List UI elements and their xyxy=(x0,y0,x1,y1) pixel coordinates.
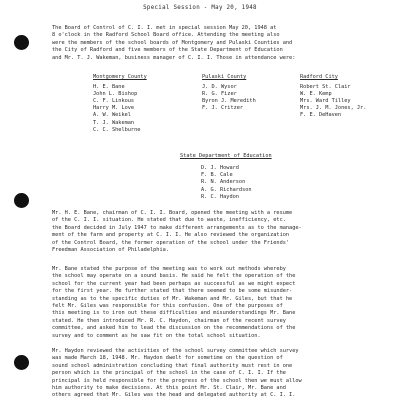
attendee-name: F. J. Critzer xyxy=(202,105,244,112)
text-line: school for the current year had been perhaps as successful as we might expect xyxy=(52,280,296,287)
text-line: Freedman Association of Philadelphia. xyxy=(52,247,169,254)
text-line: was made March 18, 1948. Mr. Haydon dwelt for sometime on the question of xyxy=(52,355,283,362)
attendee-name: F. B. Cale xyxy=(201,172,233,179)
purpose-paragraph xyxy=(52,266,384,340)
attendee-name: J. D. Wysor xyxy=(202,84,237,91)
text-line: others agreed that Mr. Giles was the head and delegated authority at C. I. I. xyxy=(52,392,296,399)
column-heading: Montgomery County xyxy=(93,74,147,80)
survey-paragraph xyxy=(52,348,384,400)
text-line: him authority to make decisions. At this point Mr. St. Clair, Mr. Bane and xyxy=(52,385,286,392)
text-line: sound school administration concluding that final authority must rest in one xyxy=(52,362,293,369)
attendee-name: Robert St. Clair xyxy=(300,84,351,91)
text-line: survey and to comment as he saw fit on the total school situation. xyxy=(52,332,261,339)
attendee-name: W. E. Kemp xyxy=(300,91,332,98)
attendee-name: Mrs. Ward Tilley xyxy=(300,98,351,105)
text-line: were the members of the school boards of Montgomery and Pulaski Counties and xyxy=(52,39,293,46)
radford-city-list xyxy=(300,74,366,120)
text-line: the City of Radford and five members of the State Department of Education xyxy=(52,47,283,54)
attendee-name: R. C. Haydon xyxy=(201,193,239,200)
text-line: Mr. Bane stated the purpose of the meeting was to work out methods whereby xyxy=(52,266,286,272)
text-line: for the first year. He further stated that there seemed to be some misunder- xyxy=(52,288,293,295)
text-line: principal is held responsible for the progress of the school then we must allow xyxy=(52,377,302,384)
state-department-list xyxy=(201,165,252,201)
attendee-name: C. F. Linkous xyxy=(93,98,135,105)
attendee-name: Harry M. Love xyxy=(93,105,135,112)
text-line: 8 o'clock in the Radford School Board office. Attending the meeting also xyxy=(52,32,280,39)
text-line: this meeting is to iron out these difficulties and misunderstandings Mr. Bane xyxy=(52,310,296,317)
intro-paragraph xyxy=(52,25,384,62)
column-heading: Pulaski County xyxy=(202,74,247,80)
binder-hole-icon xyxy=(14,355,29,370)
text-line: of the Control Board, the former operation of the school under the Friends' xyxy=(52,239,290,246)
text-line: of the C. I. I. situation. He stated that due to waste, inefficiency, etc. xyxy=(52,217,286,224)
attendee-name: F. E. DeHaven xyxy=(300,112,342,119)
opening-paragraph xyxy=(52,210,384,254)
text-line: person which is the principal of the school in the case of C. I. I. If the xyxy=(52,370,286,377)
text-line: committee, and asked him to lead the discussion on the recommendations of the xyxy=(52,325,296,332)
attendee-name: D. J. Howard xyxy=(201,165,239,171)
text-line: Mr. Haydon reviewed the activities of the school survey committee which survey xyxy=(52,348,299,354)
session-header: Special Session - May 20, 1948 xyxy=(143,5,257,11)
text-line: standing as to the specific duties of Mr. Wakeman and Mr. Giles, but that he xyxy=(52,295,293,302)
state-department-heading: State Department of Education xyxy=(180,153,272,159)
text-line: and Mr. T. J. Wakeman, business manager of C. I. I. Those in attendance were: xyxy=(52,54,296,61)
attendee-name: Byron J. Meredith xyxy=(202,98,256,105)
attendee-name: R. N. Anderson xyxy=(201,179,246,186)
text-line: Mr. H. E. Bane, chairman of C. I. I. Board, opened the meeting with a resume xyxy=(52,210,293,216)
attendee-name: John L. Bishop xyxy=(93,91,138,98)
attendee-name: T. J. Wakeman xyxy=(93,119,135,126)
text-line: The Board of Control of C. I. I. met in special session May 20, 1948 at xyxy=(52,25,277,31)
attendee-name: A. W. Weikel xyxy=(93,112,131,119)
column-heading: Radford City xyxy=(300,74,338,80)
text-line: ment of the farm and property at C. I. I. He also reviewed the organization xyxy=(52,232,290,239)
pulaski-county-list xyxy=(202,74,256,112)
attendee-name: H. E. Bane xyxy=(93,84,125,91)
text-line: felt Mr. Giles was responsible for this confusion. One of the purposes of xyxy=(52,303,283,310)
text-line: stated. He then introduced Mr. R. C. Haydon, chairman of the recent survey xyxy=(52,317,286,324)
binder-hole-icon xyxy=(14,193,29,208)
attendee-name: A. G. Richardson xyxy=(201,186,252,193)
text-line: the school may operate on a sound basis. He said he felt the operation of the xyxy=(52,273,296,280)
attendee-name: C. C. Shelburne xyxy=(93,126,141,133)
attendee-name: Mrs. J. M. Jones, Jr. xyxy=(300,105,367,112)
text-line: the Board decided in July 1947 to make different arrangements as to the manage- xyxy=(52,224,302,231)
attendee-name: R. G. Fizer xyxy=(202,91,237,98)
montgomery-county-list xyxy=(93,74,147,134)
binder-hole-icon xyxy=(14,35,29,50)
